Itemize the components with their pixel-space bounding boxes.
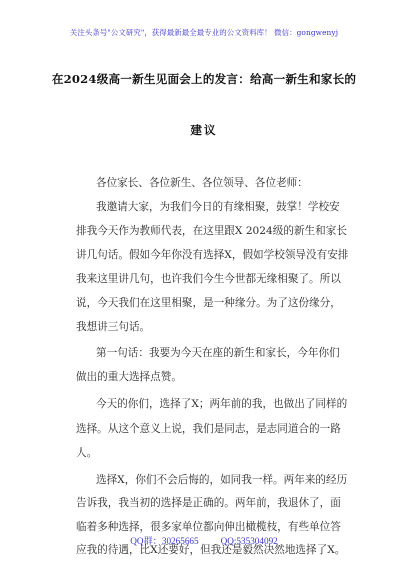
paragraph-line: 讲几句话。假如今年你没有选择X，假如学校领导没有安排 <box>76 249 349 261</box>
paragraph-line: 选择X，你们不会后悔的，如同我一样。两年来的经历 <box>96 474 348 486</box>
paragraph-line: 应我的待遇，比X还要好，但我还是毅然决然地选择了X。 <box>76 544 346 556</box>
paragraph-line: 做出的重大选择点赞。 <box>76 371 182 383</box>
paragraph-line: 说，今天我们在这里相聚，是一种缘分。为了这份缘分， <box>76 297 341 309</box>
paragraph-line: 人。 <box>76 447 98 459</box>
paragraph-line: 选择。从这个意义上说，我们是同志，是志同道合的一路 <box>76 423 341 435</box>
document-title-continued: 建议 <box>190 123 218 137</box>
paragraph-line: 告诉我，我当初的选择是正确的。两年前，我退休了，面 <box>76 497 341 509</box>
qq-text: QQ:535304092 <box>220 536 278 546</box>
paragraph-line: 今天的你们，选择了X；两年前的我，也做出了同样的 <box>96 398 348 410</box>
qq-group-text: QQ群：30265665 <box>130 536 199 546</box>
header-banner: 关注头条号"公文研究"，获得最新最全最专业的公文资料库！ 微信：gongwenyj <box>69 28 339 37</box>
paragraph-line: 我邀请大家，为我们今日的有缘相聚，鼓掌！学校安 <box>96 201 340 213</box>
paragraph-line: 第一句话：我要为今天在座的新生和家长，今年你们 <box>96 347 340 359</box>
paragraph-line: 我来这里讲几句，也许我们今生今世都无缘相聚了。所以 <box>76 273 341 285</box>
salutation: 各位家长、各位新生、各位领导、各位老师： <box>96 177 308 189</box>
paragraph-line: 排我今天作为教师代表，在这里跟X 2024级的新生和家长 <box>76 225 347 237</box>
paragraph-line: 临着多种选择，很多家单位都向伸出橄榄枝，有些单位答 <box>76 521 341 533</box>
paragraph-line: 我想讲三句话。 <box>76 321 151 333</box>
document-title: 在2024级高一新生见面会上的发言：给高一新生和家长的 <box>51 72 357 86</box>
footer-contact <box>0 533 408 547</box>
